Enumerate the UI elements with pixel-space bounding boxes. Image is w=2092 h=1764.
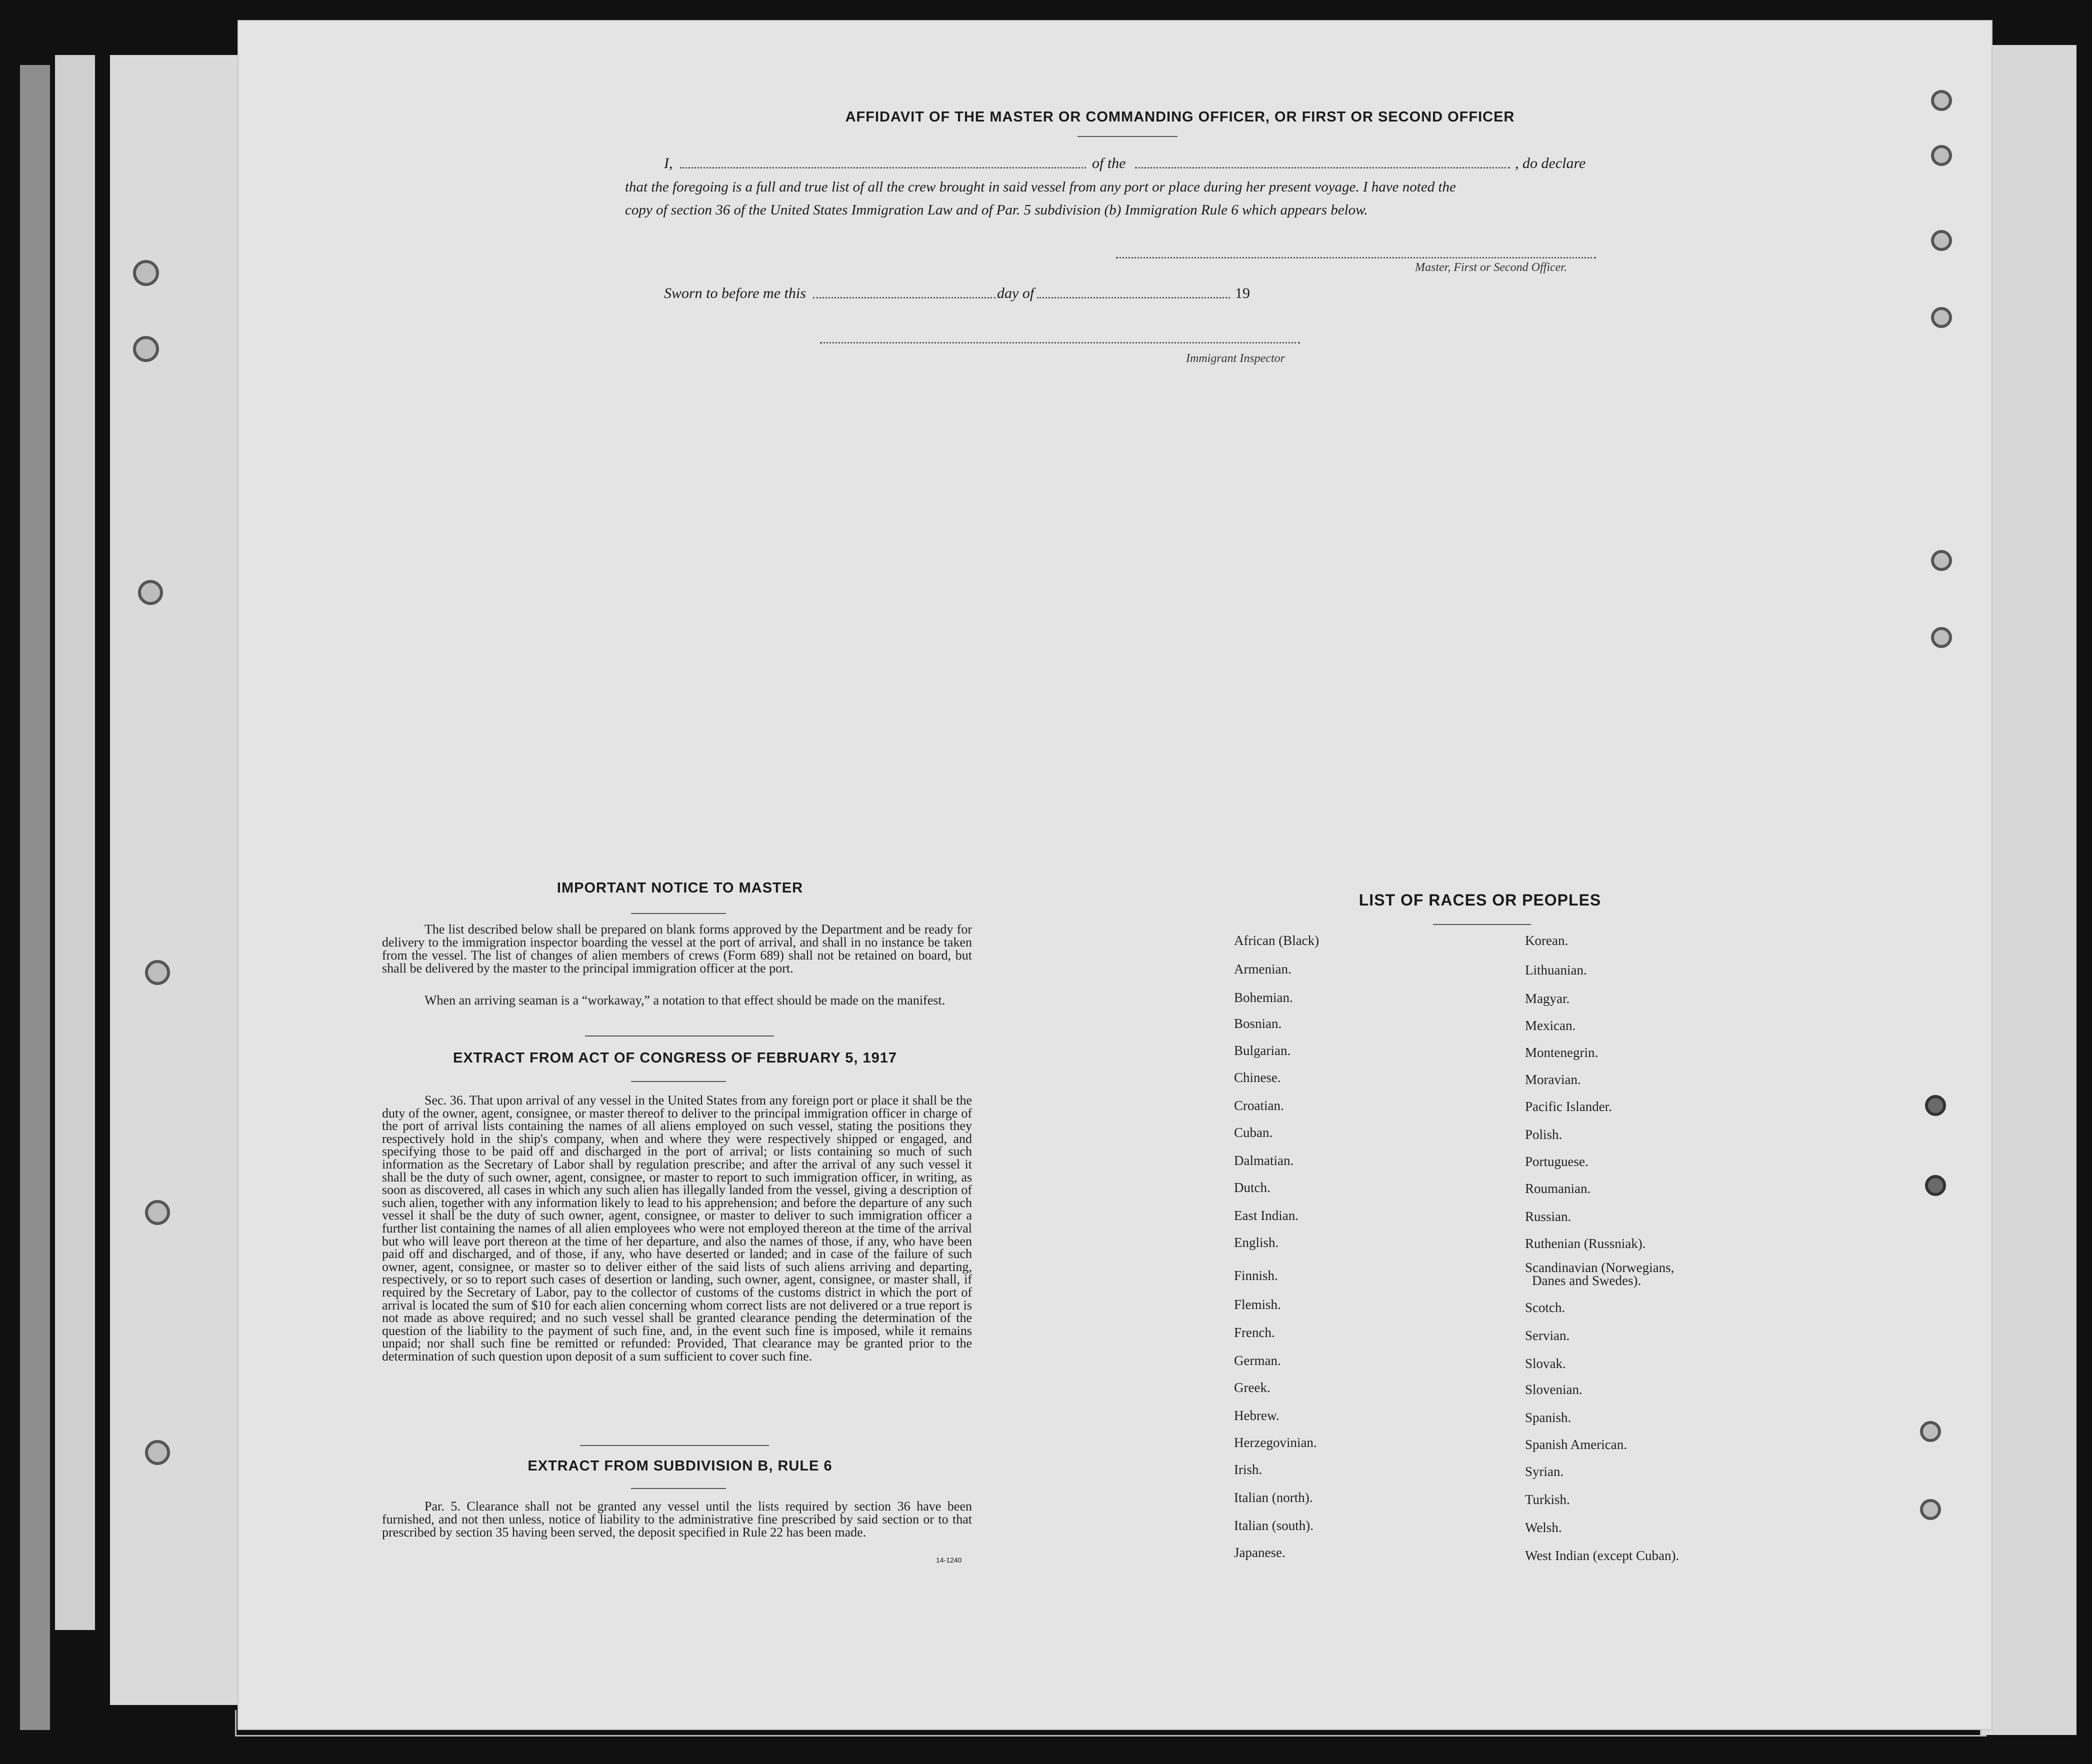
punch-hole-icon — [1931, 145, 1952, 166]
race-item: Ruthenian (Russniak). — [1525, 1236, 1646, 1251]
punch-hole-icon — [1925, 1095, 1946, 1116]
race-item: Russian. — [1525, 1209, 1572, 1224]
sworn-month-blank — [1037, 297, 1230, 298]
race-item: Bohemian. — [1234, 990, 1293, 1005]
sheet-bottom-edge — [235, 1710, 1986, 1736]
sworn-day-blank — [813, 297, 996, 298]
rule-par5-text: Par. 5. Clearance shall not be granted any vessel until the lists required by section 36 have been furnished, and not then unless, notice of liability to the administrative fine prescribed by said section or to that prescribed by section 35 having been served, the deposit specified in Rule 22 has been made. — [382, 1499, 972, 1540]
back-page-edge — [20, 65, 50, 1730]
race-item: Greek. — [1234, 1380, 1270, 1395]
races-title: LIST OF RACES OR PEOPLES — [1358, 891, 1602, 909]
punch-hole-icon — [1931, 90, 1952, 111]
affidavit-line1-declare: , do declare — [1515, 155, 1586, 172]
race-item: Cuban. — [1234, 1125, 1273, 1140]
sworn-year: 19 — [1235, 285, 1250, 302]
punch-hole-icon — [1931, 230, 1952, 251]
affidavit-line1-i: I, — [664, 155, 673, 172]
punch-hole-icon — [133, 260, 159, 286]
race-item: Moravian. — [1525, 1072, 1581, 1087]
race-item: German. — [1234, 1353, 1281, 1368]
race-item: Bosnian. — [1234, 1016, 1282, 1031]
vessel-blank — [1135, 167, 1510, 168]
race-item: Scotch. — [1525, 1300, 1566, 1315]
punch-hole-icon — [1931, 627, 1952, 648]
race-item: Polish. — [1525, 1127, 1562, 1142]
affidavit-line3: copy of section 36 of the United States Immigration Law and of Par. 5 subdivision (b) Immigration Rule 6 which appears below. — [625, 202, 1368, 218]
back-page-edge — [1980, 45, 2076, 1735]
inspector-signature-line — [820, 342, 1300, 344]
race-item: Irish. — [1234, 1462, 1262, 1477]
race-item: Magyar. — [1525, 991, 1570, 1006]
punch-hole-icon — [138, 580, 163, 605]
race-item: Spanish American. — [1525, 1437, 1627, 1452]
race-item: Slovenian. — [1525, 1382, 1582, 1397]
master-signature-line — [1116, 257, 1596, 258]
act-title: EXTRACT FROM ACT OF CONGRESS OF FEBRUARY 5, 1917 — [452, 1050, 898, 1066]
race-item: Welsh. — [1525, 1520, 1562, 1535]
punch-hole-icon — [1931, 307, 1952, 328]
divider — [631, 1488, 726, 1489]
punch-hole-icon — [1920, 1499, 1941, 1520]
race-item: Scandinavian (Norwegians, — [1525, 1260, 1674, 1275]
back-page-edge — [55, 55, 95, 1630]
race-item: Mexican. — [1525, 1018, 1576, 1033]
race-item: Armenian. — [1234, 962, 1292, 976]
rule-title: EXTRACT FROM SUBDIVISION B, RULE 6 — [528, 1458, 832, 1474]
race-item: Dutch. — [1234, 1180, 1270, 1195]
act-section-36-text: Sec. 36. That upon arrival of any vessel in the United States from any foreign port or place it shall be the duty of the owner, agent, consignee, or master thereof to deliver to the principal immigration officer in charge of the port of arrival lists containing the names of all aliens employed on such vessel, stating the positions they respectively hold in the ship's company, when and where they were respectively shipped or engaged, and specifying those to be paid off and discharged in the port of arrival; or lists containing so much of such information as the Secretary of Labor shall by regulation prescribe; and after the arrival of any such vessel it shall be the duty of such owner, agent, consignee, or master to report to such immigration officer, in writing, as soon as discovered, all cases in which any such alien has illegally landed from the vessel, giving a description of such alien, together with any information likely to lead to his apprehension; and before the departure of any such vessel it shall be the duty of such owner, agent, consignee, or master to deliver to such immigration officer a further list containing the names of all alien employees who were not employed thereon at the time of the arrival but who will leave port thereon at the time of her departure, and also the names of those, if any, who have been paid off and discharged, and of those, if any, who have deserted or landed; and in case of the failure of such owner, agent, consignee, or master so to deliver either of the said lists of such aliens arriving and departing, respectively, or so to report such cases of desertion or landing, such owner, agent, consignee, or master shall, if required by the Secretary of Labor, pay to the collector of customs of the customs district in which the port of arrival is located the sum of $10 for each alien concerning whom correct lists are not delivered or a true report is not made as above required; and no such vessel shall be granted clearance pending the determination of the question of the liability to the payment of such fine, and, in the event such fine is imposed, while it remains unpaid; nor shall such fine be remitted or refunded: Provided, That clearance may be granted prior to the determination of such question upon deposit of a sum sufficient to cover such fine. — [382, 1093, 972, 1364]
affidavit-line1-of-the: of the — [1092, 155, 1126, 172]
race-item: Servian. — [1525, 1328, 1570, 1343]
punch-hole-icon — [133, 336, 159, 362]
race-item: Pacific Islander. — [1525, 1099, 1612, 1114]
race-item: West Indian (except Cuban). — [1525, 1548, 1680, 1563]
race-item: Lithuanian. — [1525, 962, 1587, 978]
race-item: Japanese. — [1234, 1545, 1286, 1560]
divider — [631, 913, 726, 914]
notice-para1: The list described below shall be prepared on blank forms approved by the Department and be ready for delivery to the immigration inspector boarding the vessel at the port of arrival, and shall in no instance be taken from the vessel. The list of changes of alien members of crews (Form 689) shall not be retained on board, but shall be delivered by the master to the principal immigration officer at the port. — [382, 922, 972, 976]
master-caption: Master, First or Second Officer. — [1415, 261, 1567, 274]
punch-hole-icon — [1931, 550, 1952, 571]
race-item: East Indian. — [1234, 1208, 1298, 1223]
punch-hole-icon — [145, 1440, 170, 1465]
race-item: Chinese. — [1234, 1070, 1281, 1085]
sworn-day-of: day of — [997, 285, 1034, 302]
affidavit-title: AFFIDAVIT OF THE MASTER OR COMMANDING OFFICER, OR FIRST OR SECOND OFFICER — [845, 109, 1515, 125]
sworn-prefix: Sworn to before me this — [664, 285, 806, 302]
notice-title: IMPORTANT NOTICE TO MASTER — [556, 880, 804, 896]
divider — [631, 1081, 726, 1082]
race-item: Turkish. — [1525, 1492, 1570, 1507]
race-item: Montenegrin. — [1525, 1045, 1598, 1060]
race-item: Korean. — [1525, 933, 1568, 948]
punch-hole-icon — [1925, 1175, 1946, 1196]
race-item: Dalmatian. — [1234, 1153, 1294, 1168]
race-item: Bulgarian. — [1234, 1043, 1291, 1058]
race-item: Italian (north). — [1234, 1490, 1313, 1505]
race-item: Flemish. — [1234, 1297, 1281, 1312]
punch-hole-icon — [1920, 1421, 1941, 1442]
race-item: Roumanian. — [1525, 1181, 1591, 1196]
race-item: French. — [1234, 1325, 1275, 1340]
back-page-edge — [110, 55, 246, 1705]
race-item: English. — [1234, 1235, 1279, 1250]
divider — [1078, 136, 1178, 137]
form-number: 14-1240 — [936, 1556, 962, 1564]
race-item: Slovak. — [1525, 1356, 1566, 1371]
punch-hole-icon — [145, 1200, 170, 1225]
notice-para2: When an arriving seaman is a “workaway,” a notation to that effect should be made on the manifest. — [424, 993, 946, 1008]
race-item: Syrian. — [1525, 1464, 1564, 1479]
punch-hole-icon — [145, 960, 170, 985]
race-item: Danes and Swedes). — [1532, 1273, 1642, 1288]
name-blank — [680, 167, 1086, 168]
divider — [1433, 924, 1531, 925]
race-item: Spanish. — [1525, 1410, 1572, 1425]
race-item: Finnish. — [1234, 1268, 1278, 1283]
race-item: Hebrew. — [1234, 1408, 1280, 1423]
inspector-caption: Immigrant Inspector — [1186, 352, 1285, 365]
race-item: Italian (south). — [1234, 1518, 1314, 1533]
race-item: African (Black) — [1234, 933, 1320, 948]
race-item: Croatian. — [1234, 1098, 1284, 1113]
divider — [580, 1445, 769, 1446]
affidavit-line2: that the foregoing is a full and true list of all the crew brought in said vessel from any port or place during her present voyage. I have noted the — [625, 179, 1456, 195]
race-item: Portuguese. — [1525, 1154, 1588, 1169]
race-item: Herzegovinian. — [1234, 1435, 1317, 1450]
